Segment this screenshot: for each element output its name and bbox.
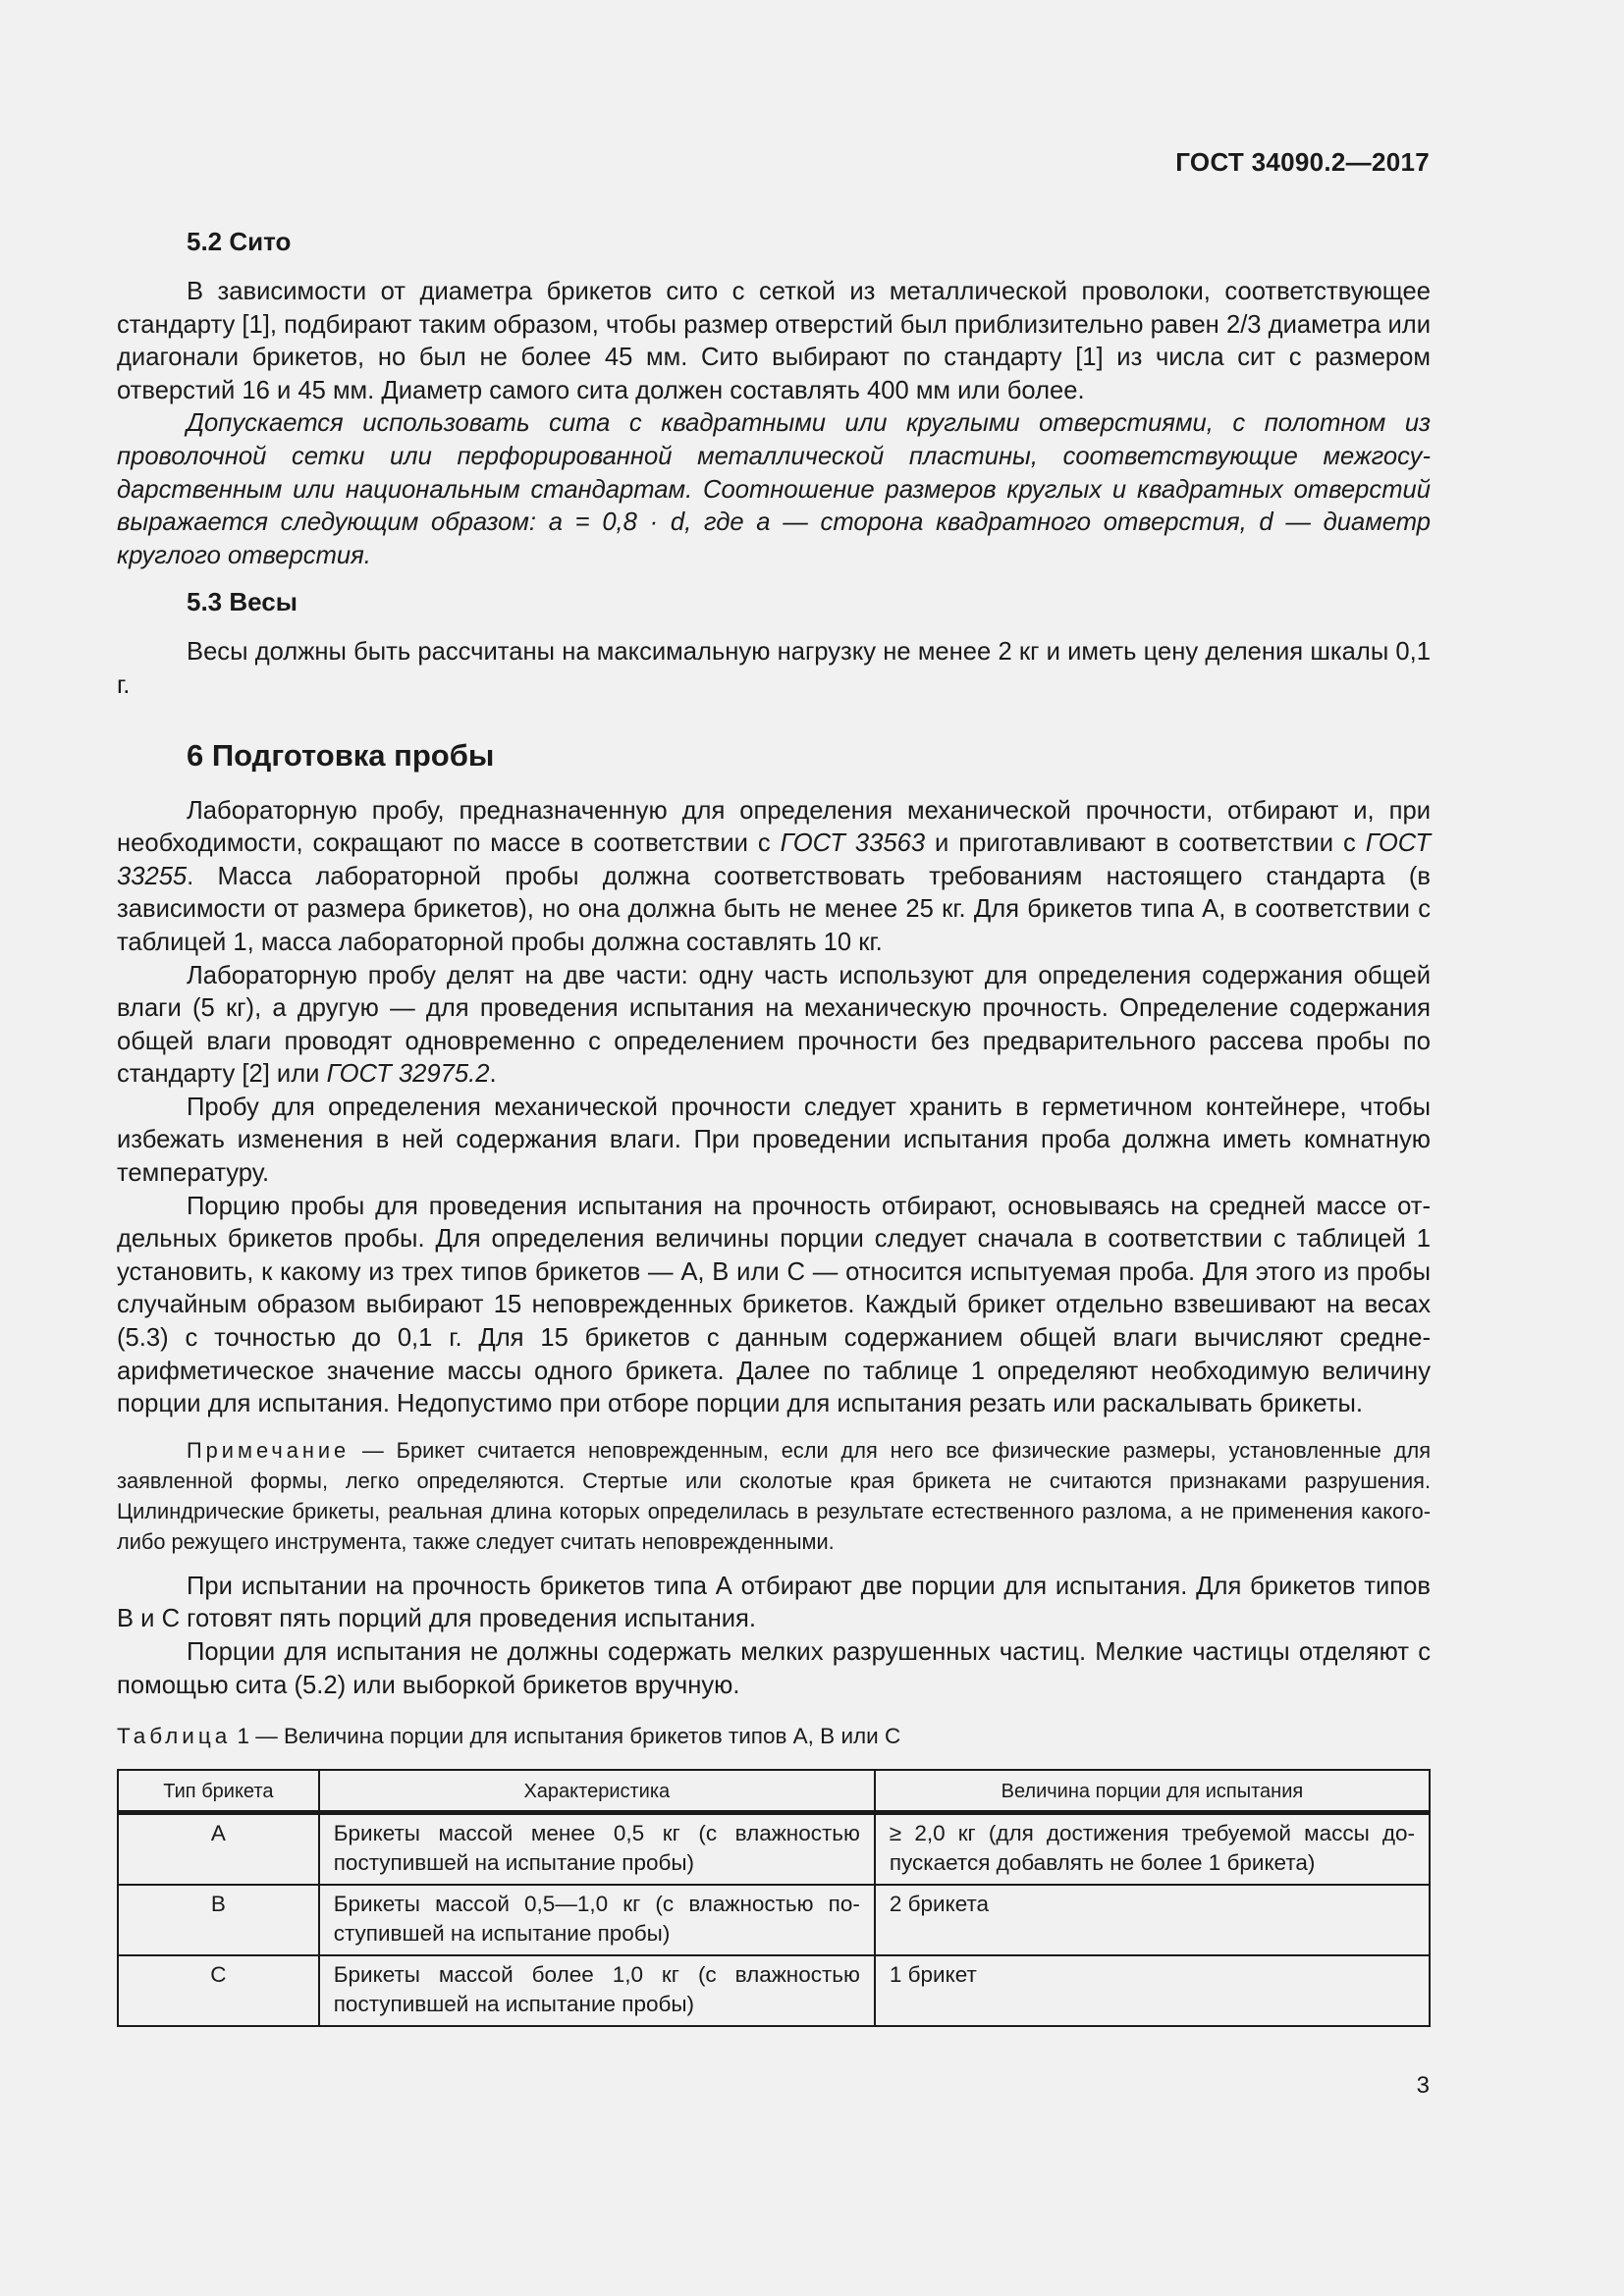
- section-5-2-paragraph: В зависимости от диаметра брикетов сито с сеткой из металлической проволоки, соответствующее стандарту [1], подбирают таким образом, чтобы размер отверстий был приблизительно равен 2/3 диаметра или диагонали брикетов, но был не более 45 мм. Сито выбирают по стандарту [1] из числа сит с размером отверстий 16 и 45 мм. Диаметр самого сита должен составлять 400 мм или более.: [117, 278, 1431, 404]
- table-caption: Таблица 1 — Величина порции для испытания брикетов типов А, В или С: [117, 1724, 901, 1749]
- section-6-paragraph-1: Лабораторную пробу, предназначенную для определения механической прочности, отбирают и, при необходимости, сокращают по массе в соответствии с ГОСТ 33563 и приготавливают в соответствии с ГОСТ 33255. Масса лабораторной пробы должна соответствовать требованиям настоящего стандарта (в зависимости от размера брикетов), но она должна быть не менее 25 кг. Для брикетов типа А, в соответствии с таблицей 1, масса лабораторной пробы должна составлять 10 кг.: [117, 796, 1431, 956]
- table-row: [118, 1813, 1430, 1886]
- section-6-paragraph-6: Порции для испытания не должны содержать мелких разрушенных частиц. Мелкие частицы отделяют с помощью сита (5.2) или выборкой брикетов вручную.: [117, 1638, 1431, 1699]
- section-5-2-italic-paragraph: Допускается использовать сита с квадратными или круглыми отверстиями, с полотном из проволочной сетки или перфорированной металлической пластины, соответствующие межгосударственным или национальным стандартам. Соотношение размеров круглых и квадратных отверстий выражается следующим образом: a = 0,8 · d, где a — сторона квадратного отверстия, d — диаметр круглого отверстия.: [117, 409, 1431, 569]
- table-cell-characteristic: Брикеты массой 0,5—1,0 кг (с влажностью поступившей на испытание пробы): [319, 1885, 875, 1955]
- section-5-2-heading: 5.2 Сито: [187, 227, 292, 256]
- gost-33255-ref: ГОСТ 33255: [117, 829, 1431, 890]
- note-label: Примечание: [187, 1437, 351, 1463]
- table-cell-characteristic: Брикеты массой менее 0,5 кг (с влажностью поступившей на испытание пробы): [319, 1813, 875, 1886]
- table-row: [118, 1885, 1430, 1955]
- page-content: [117, 226, 1431, 2027]
- section-6-paragraph-5: При испытании на прочность брикетов типа А отбирают две порции для испытания. Для брикетов типов В и С готовят пять порций для проведения испытания.: [117, 1572, 1431, 1633]
- section-5-3-heading: 5.3 Весы: [187, 587, 298, 617]
- table-cell-type: С: [118, 1955, 319, 2026]
- table-header-cell: Тип брикета: [118, 1770, 319, 1813]
- table-cell-portion: ≥ 2,0 кг (для достижения требуемой массы допускается добавлять не более 1 брикета): [875, 1813, 1430, 1886]
- gost-33563-ref: ГОСТ 33563: [780, 829, 926, 858]
- section-5-3-paragraph: Весы должны быть рассчитаны на максимальную нагрузку не менее 2 кг и иметь цену деления шкалы 0,1 г.: [117, 638, 1431, 699]
- table-header-row: [118, 1770, 1430, 1813]
- table-header-cell: Характеристика: [319, 1770, 875, 1813]
- note-paragraph: Примечание — Брикет считается неповрежденным, если для него все физические размеры, установленные для заявленной формы, легко определяются. Стертые или сколотые края брикета не считаются признаками разрушения. Цилиндрические брикеты, реальная длина которых определилась в результате естественного разлома, а не применения какого-либо режущего инструмента, также следует считать неповрежденными.: [117, 1437, 1431, 1554]
- section-6-paragraph-3: Пробу для определения механической прочности следует хранить в герметичном контейнере, чтобы избежать изменения в ней содержания влаги. При проведении испытания проба должна иметь комнатную температуру.: [117, 1093, 1431, 1188]
- table-header-cell: Величина порции для испытания: [875, 1770, 1430, 1813]
- table-row: [118, 1955, 1430, 2026]
- table-cell-portion: 1 брикет: [875, 1955, 1430, 2026]
- page-number: 3: [1416, 2072, 1430, 2099]
- document-id-header: ГОСТ 34090.2—2017: [1175, 147, 1430, 177]
- table-1: [117, 1769, 1431, 2027]
- gost-32975-ref: ГОСТ 32975.2: [326, 1060, 490, 1089]
- section-6-paragraph-4: Порцию пробы для проведения испытания на прочность отбирают, основываясь на средней массе отдельных брикетов пробы. Для определения величины порции следует сначала в соответствии с таблицей 1 установить, к какому из трех типов брикетов — А, В или С — относится испытуемая проба. Для этого из пробы случайным образом выбирают 15 неповрежденных брикетов. Каждый брикет отдельно взвешивают на весах (5.3) с точностью до 0,1 г. Для 15 брикетов с данным содержанием общей влаги вычисляют среднеарифметическое значение массы одного брикета. Далее по таблице 1 определяют необходимую величину порции для испытания. Недопустимо при отборе порции для испытания резать или раскалывать брикеты.: [117, 1192, 1431, 1418]
- table-cell-characteristic: Брикеты массой более 1,0 кг (с влажностью поступившей на испытание пробы): [319, 1955, 875, 2026]
- section-6-heading: 6 Подготовка пробы: [187, 737, 495, 773]
- table-cell-type: А: [118, 1813, 319, 1886]
- section-6-paragraph-2: Лабораторную пробу делят на две части: одну часть используют для определения содержания общей влаги (5 кг), а другую — для проведения испытания на механическую прочность. Определение содержания общей влаги проводят одновременно с определением прочности без предварительного рассева пробы по стандарту [2] или ГОСТ 32975.2.: [117, 961, 1431, 1089]
- table-cell-type: В: [118, 1885, 319, 1955]
- table-cell-portion: 2 брикета: [875, 1885, 1430, 1955]
